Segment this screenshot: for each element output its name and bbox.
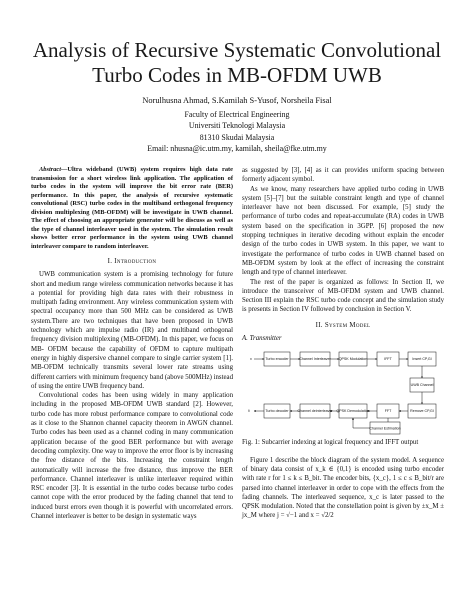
affiliation-line: Faculty of Electrical Engineering (184, 109, 290, 119)
system-block-diagram (242, 346, 444, 436)
figure-caption: Fig. 1: Subcarrier indexing at logical frequency and IFFT output (242, 439, 419, 447)
paragraph: UWB communication system is a promising technology for future short and medium range wireless communication networks because it has a potential for providing high data rates with their robustness in multipath fading environment. Any wireless communication system with spectral occupancy more than 500 MHz can be considered as UWB system.There are two techniques that have been proposed in UWB technology which are impulse radio (IR) and multiband orthogonal frequency division multiplexing (MB-OFDM). In this paper, we focus on MB- OFDM because the capability of OFDM to capture multipath energy in highly dispersive channel compare to single carrier system [1]. MB-OFDM technically transmits several lower rate streams using different carriers with minimum frequency band (above 500MHz) instead of using the entire UWB frequency band. (31, 271, 233, 390)
author-block (20, 95, 454, 155)
block-label: UWB Channel (410, 383, 434, 388)
block-label: QPSK Demodulation (336, 409, 370, 414)
section-heading-introduction: I. Introduction (107, 258, 157, 265)
affiliation-line: 81310 Skudai Malaysia (199, 132, 275, 142)
paragraph: as suggested by [3], [4] as it can provides uniform spacing between formerly adjacent symbol. (242, 167, 444, 184)
author-email: Email: nhusna@ic.utm.my, kamilah, sheila@fke.utm.my (147, 144, 327, 154)
subsection-heading-transmitter: A. Transmitter (242, 335, 282, 343)
author-names: Norulhusna Ahmad, S.Kamilah S-Yusof, Norsheila Fisal (142, 96, 332, 105)
block-diagram-svg (242, 346, 444, 436)
block-label: Channel Estimation (369, 426, 401, 431)
paragraph: The rest of the paper is organized as follows: In Section II, we introduce the transceiver of MB-OFDM system and UWB channel. Section III explain the RSC turbo code concept and the simulation study is presents in Section IV followed by conclusion in Section V. (242, 278, 444, 314)
block-label: FFT (384, 409, 392, 414)
abstract-text: —Ultra wideband (UWB) system requires high data rate transmission for a short wireless link application. The application of turbo codes in the system will improve the bit error rate (BER) performance. In this paper, the analysis of recursive systematic convolutional (RSC) turbo codes in the multiband orthogonal frequency division multiplexing (MB-OFDM) will be investigate in UWB channel. The effect of choosing an appropriate generator will be discuss as well as the type of channel interleaver used in the system. The simulation result shows better error performance in the system using UWB channel interleaver compare to random interleaver. (31, 166, 233, 250)
block-label: Channel Interleaver (299, 357, 331, 362)
block-label: Insert CP,GI (412, 357, 432, 362)
block-label: Remove CP,GI (410, 409, 434, 414)
block-label: Turbo decoder (265, 409, 289, 414)
paragraph: Figure 1 describe the block diagram of the system model. A sequence of binary data consist of x_k ∈ {0,1} is encoded using turbo encoder with rate r for 1 ≤ k ≤ B_bit. The encoder bits, {x_c}, 1 ≤ c ≤ B_bit/r are parsed into channel interleaver in order to cope with the effects from the fading channels. The interleaved sequence, x_c is later passed to the QPSK modulation. Noted that the constellation point is given by ±x_M ± jx_M where j = √−1 and x = √2/2 (242, 456, 444, 520)
block-label: Turbo encoder (265, 357, 289, 362)
block-label: IFFT (384, 357, 392, 362)
output-label: x̂ (248, 409, 250, 414)
abstract (31, 166, 233, 251)
paragraph: Convolutional codes has been using widely in many application including in the proposed MB-OFDM UWB standard [2]. However, turbo code has more robust performance compare to convolutional code as it close to the Shannon channel capacity theorem in AWGN channel. Turbo codes has been used as a channel coding in many communication application because of the good BER performance but with average decoding complexity. One way to improve the error floor is by increasing the free distance of the bits. Increasing the constraint length automatically will increase the free distance, thus improve the BER performance. Channel interleaver is unlike interleaver required within RSC encoder [3]. It is essential in the turbo codes because turbo codes cannot cope with the error produced by the fading channel that tend to induced burst errors even though it is powerful with uncorrelated errors. Channel interleaver is better to be design in systematic ways (31, 392, 233, 521)
right-column (242, 166, 444, 521)
abstract-label: Abstract (39, 166, 62, 173)
paper-title: Analysis of Recursive Systematic Convolutional Turbo Codes in MB-OFDM UWB (32, 38, 442, 87)
input-label: x (250, 357, 252, 362)
affiliation-line: Universiti Teknologi Malaysia (188, 121, 286, 131)
paragraph: As we know, many researchers have applied turbo coding in UWB system [5]–[7] but the suitable constraint length and type of channel interleaver have not been discussed. For example, [5] study the performance of turbo codes and repeat-accumulate (RA) codes in UWB system based on the specification in 3GPP. [6] proposed the new stopping techniques in iterative decoding without explain the encoder design of the turbo codes in UWB system. In this paper, we want to investigate the performance of turbo codes in UWB channel based on MB-OFDM system by look at the effect of increasing the constraint length and type of channel interleaver. (242, 185, 444, 277)
block-label: QPSK Modulation (338, 357, 368, 362)
left-column (31, 166, 233, 521)
block-label: Channel deinterleaver (297, 409, 333, 414)
section-heading-system-model: II. System Model (315, 321, 371, 329)
